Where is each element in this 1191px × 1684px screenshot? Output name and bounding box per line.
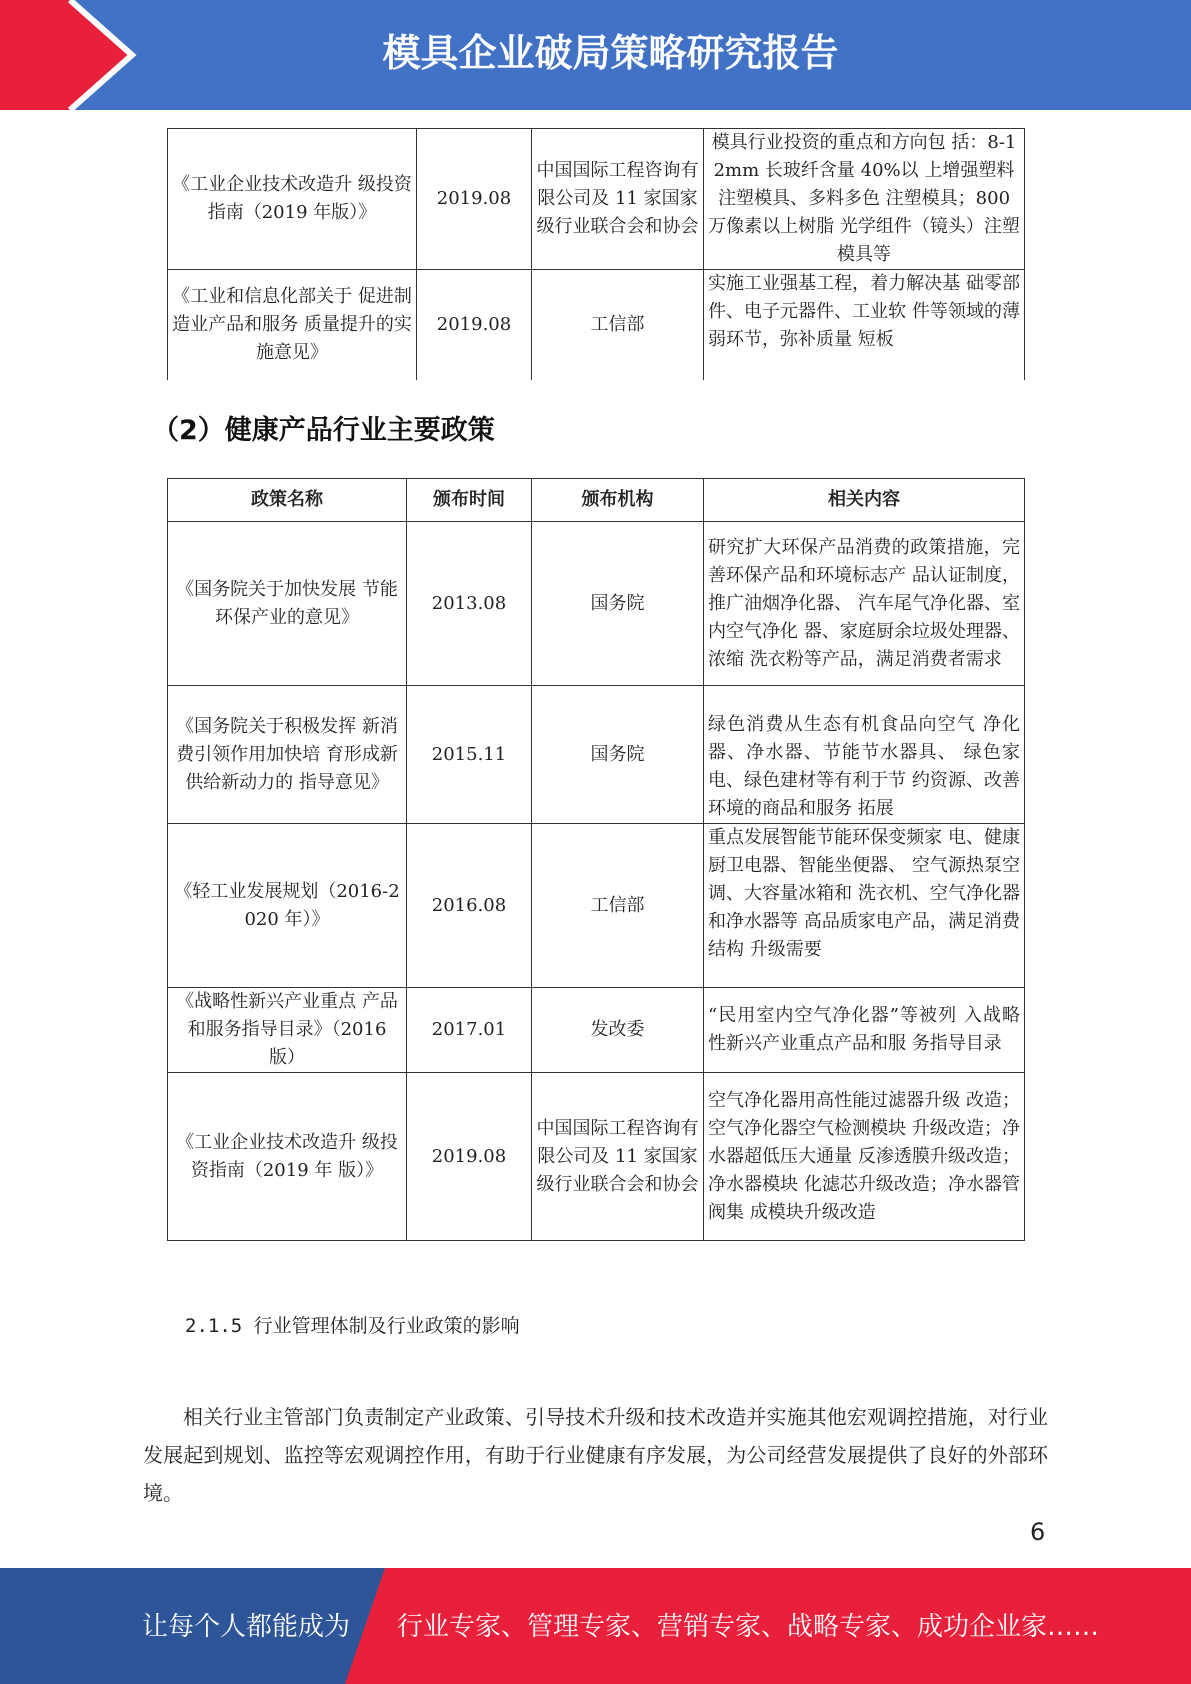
page-number: 6 [1030, 1518, 1046, 1546]
body-paragraph: 相关行业主管部门负责制定产业政策、引导技术升级和技术改造并实施其他宏观调控措施，对行业发展起到规划、监控等宏观调控作用，有助于行业健康有序发展，为公司经营发展提供了良好的外部环境。 [143, 1405, 1048, 1505]
page-header [0, 0, 1191, 110]
policy-org-cell: 国务院 [532, 686, 704, 824]
policy-date-cell: 2016.08 [407, 824, 532, 988]
table-row [168, 522, 1025, 686]
policy-content-cell: 重点发展智能节能环保变频家 电、健康厨卫电器、智能坐便器、 空气源热泵空调、大容量冰箱和 洗衣机、空气净化器和净水器等 高品质家电产品，满足消费结构 升级需要 [704, 824, 1025, 988]
policy-org-cell: 发改委 [532, 988, 704, 1073]
policy-name-cell: 《战略性新兴产业重点 产品和服务指导目录》（2016 版） [168, 988, 407, 1073]
policy-name-cell: 《轻工业发展规划（2016-2020 年）》 [168, 824, 407, 988]
policy-content-cell: “民用室内空气净化器”等被列 入战略性新兴产业重点产品和服 务指导目录 [704, 988, 1025, 1073]
policy-org-cell: 国务院 [532, 522, 704, 686]
policy-name-cell: 《工业和信息化部关于 促进制造业产品和服务 质量提升的实施意见》 [168, 270, 417, 380]
column-header-content: 相关内容 [704, 479, 1025, 522]
policy-date-cell: 2013.08 [407, 522, 532, 686]
policy-org-cell: 中国国际工程咨询有限公司及 11 家国家级行业联合会和协会 [532, 129, 704, 270]
policy-date-cell: 2015.11 [407, 686, 532, 824]
subsection-title: 2.1.5 行业管理体制及行业政策的影响 [185, 1315, 520, 1337]
policy-date-cell: 2017.01 [407, 988, 532, 1073]
column-header-date: 颁布时间 [407, 479, 532, 522]
policy-name-cell: 《国务院关于加快发展 节能环保产业的意见》 [168, 522, 407, 686]
policy-content-cell: 研究扩大环保产品消费的政策措施，完善环保产品和环境标志产 品认证制度，推广油烟净化器、 汽车尾气净化器、室内空气净化 器、家庭厨余垃圾处理器、浓缩 洗衣粉等产品，满足消费者需求 [704, 522, 1025, 686]
column-header-org: 颁布机构 [532, 479, 704, 522]
table-row [168, 988, 1025, 1073]
policy-content-cell: 模具行业投资的重点和方向包 括：8-12mm 长玻纤含量 40%以 上增强塑料注塑模具、多料多色 注塑模具；800 万像素以上树脂 光学组件（镜头）注塑模具等 [704, 129, 1025, 270]
policy-org-cell: 工信部 [532, 824, 704, 988]
health-product-policy-table [167, 478, 1025, 1241]
policy-content-cell: 实施工业强基工程，着力解决基 础零部件、电子元器件、工业软 件等领域的薄弱环节，弥补质量 短板 [704, 270, 1025, 380]
policy-content-cell: 空气净化器用高性能过滤器升级 改造；空气净化器空气检测模块 升级改造；净水器超低压大通量 反渗透膜升级改造；净水器模块 化滤芯升级改造；净水器管阀集 成模块升级改造 [704, 1073, 1025, 1241]
policy-name-cell: 《国务院关于积极发挥 新消费引领作用加快培 育形成新供给新动力的 指导意见》 [168, 686, 407, 824]
policy-table-continued [167, 128, 1025, 380]
table-row [168, 270, 1025, 380]
policy-name-cell: 《工业企业技术改造升 级投资指南（2019 年版）》 [168, 129, 417, 270]
policy-date-cell: 2019.08 [417, 270, 532, 380]
policy-org-cell: 工信部 [532, 270, 704, 380]
table-header-row [168, 479, 1025, 522]
table-row [168, 824, 1025, 988]
page-footer [0, 1568, 1191, 1684]
table-row [168, 1073, 1025, 1241]
policy-content-cell: 绿色消费从生态有机食品向空气 净化器、净水器、节能节水器具、 绿色家电、绿色建材等有利于节 约资源、改善环境的商品和服务 拓展 [704, 686, 1025, 824]
section-heading: （2）健康产品行业主要政策 [152, 415, 495, 446]
table-row [168, 129, 1025, 270]
policy-org-cell: 中国国际工程咨询有限公司及 11 家国家级行业联合会和协会 [532, 1073, 704, 1241]
report-title: 模具企业破局策略研究报告 [382, 31, 839, 75]
table-row [168, 686, 1025, 824]
footer-slogan-right: 行业专家、管理专家、营销专家、战略专家、成功企业家…… [397, 1612, 1100, 1642]
policy-date-cell: 2019.08 [417, 129, 532, 270]
column-header-name: 政策名称 [168, 479, 407, 522]
policy-date-cell: 2019.08 [407, 1073, 532, 1241]
footer-slogan-left: 让每个人都能成为 [142, 1612, 351, 1642]
policy-name-cell: 《工业企业技术改造升 级投资指南（2019 年 版）》 [168, 1073, 407, 1241]
